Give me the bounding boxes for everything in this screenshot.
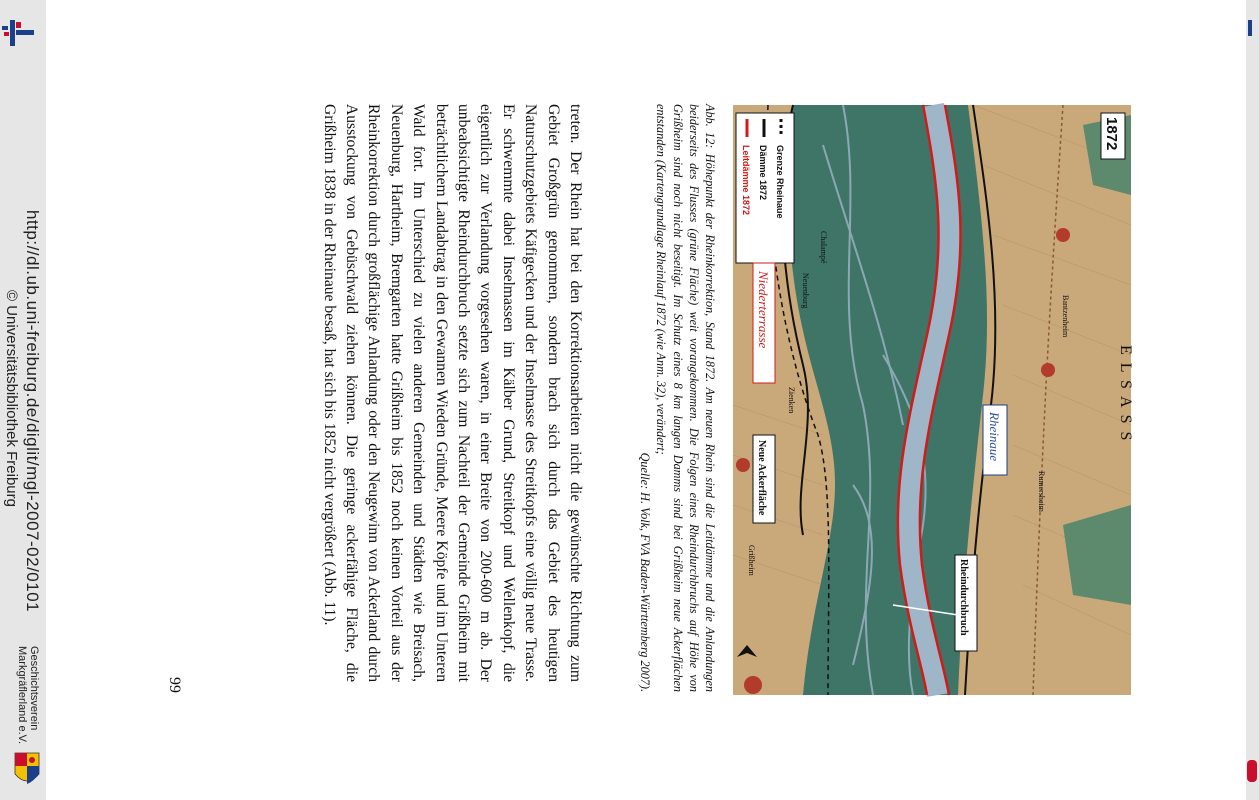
historical-map	[733, 105, 1134, 695]
map-town	[736, 458, 750, 472]
coat-of-arms-icon	[14, 752, 40, 788]
map-town	[744, 676, 762, 694]
place-elsass: E L S A S S	[1117, 345, 1134, 443]
caption-text: Abb. 12: Höhepunkt der Rheinkorrektion, Stand 1872. Am neuen Rhein sind die Leitdämme und die Anlandungen beiderseits des Flusses (grüne Fläche) weit vorangekommen. Die Folgen eines Rheindurchbruchs auf Höhe von Grißheim sind noch nicht beseitigt. Im Schutz eines 8 km langen Damms sind bei Grißheim neue Ackerflächen entstanden (Kartengrundlage Rheinlauf 1872 (wie Anm. 32), verändert;	[654, 104, 717, 692]
caption-source: Quelle: H. Volk, FVA Baden-Württemberg 2007).	[638, 452, 653, 692]
library-logo-icon	[0, 18, 36, 48]
map-label-rheindurchbruch: Rheindurchbruch	[958, 559, 969, 636]
legend-label: Grenze Rheinaue	[775, 145, 785, 219]
footer-copyright: © Universitätsbibliothek Freiburg	[3, 290, 20, 507]
place-neuenburg: Neuenburg	[801, 273, 810, 309]
footer-organization	[16, 646, 40, 744]
place-rumersheim: Rumersheim	[1037, 471, 1046, 512]
right-sidebar	[1246, 0, 1259, 800]
place-chalampe: Chalampé	[819, 231, 828, 264]
page-number: 99	[166, 677, 183, 693]
footer-org-line2: Markgräflerland e.V.	[16, 646, 28, 745]
figure-caption	[637, 104, 718, 692]
legend-label: Leitdämme 1872	[741, 145, 751, 216]
place-zienken: Zienken	[787, 387, 796, 414]
footer-org-line1: Geschichtsverein	[28, 646, 40, 731]
legend-label: Dämme 1872	[758, 145, 768, 201]
map-town	[1041, 363, 1055, 377]
map-label-niederterrasse: Niederterrasse	[756, 271, 771, 349]
place-bantzenheim: Bantzenheim	[1061, 295, 1070, 338]
body-paragraph: treten. Der Rhein hat bei den Korrektionsarbeiten nicht die gewünschte Richtung zum Gebiet Großgrün genommen, sondern brach sich durch das Gebiet des heutigen Naturschutzgebiets Käfigecken und der Inselmasse des Streitkopfs eine völlig neue Trasse. Er schwemmte dabei Inselmassen im Kälber Grund, Streitkopf und Wellenkopf, die eigentlich zur Verlandung vorgesehen waren, in einer Breite von 200-600 m ab. Der unbeabsichtigte Rheindurchbruch setzte sich zum Nachteil der Gemeinde Grißheim mit beträchtlichem Landabtrag in den Gewannen Wieden Gründe, Meere Köpfe und im Unteren Wald fort. Im Unterschied zu vielen anderen Gemeinden und Städten wie Breisach, Neuenburg, Hartheim, Bremgarten hatte Grißheim bis 1852 noch keinen Vorteil aus der Rheinkorrektion durch großflächige Anlandung oder den Neugewinn von Ackerland durch Ausstockung von Gebüschwald ziehen können. Die geringe ackerfähige Fläche, die Grißheim 1838 in der Rheinaue besaß, hat sich bis 1852 nicht vergrößert (Abb. 11).	[320, 104, 584, 682]
map-label-rheinaue: Rheinaue	[987, 412, 1002, 462]
map-year: 1872	[1103, 117, 1120, 151]
map-label-neue-ackerflaeche: Neue Ackerfläche	[756, 440, 767, 516]
map-town	[1056, 228, 1070, 242]
footer-url[interactable]: http://dl.ub.uni-freiburg.de/diglit/mgl-2007-02/0101	[23, 210, 42, 613]
body-text	[317, 104, 586, 682]
place-grissheim: Grißheim	[747, 545, 756, 576]
